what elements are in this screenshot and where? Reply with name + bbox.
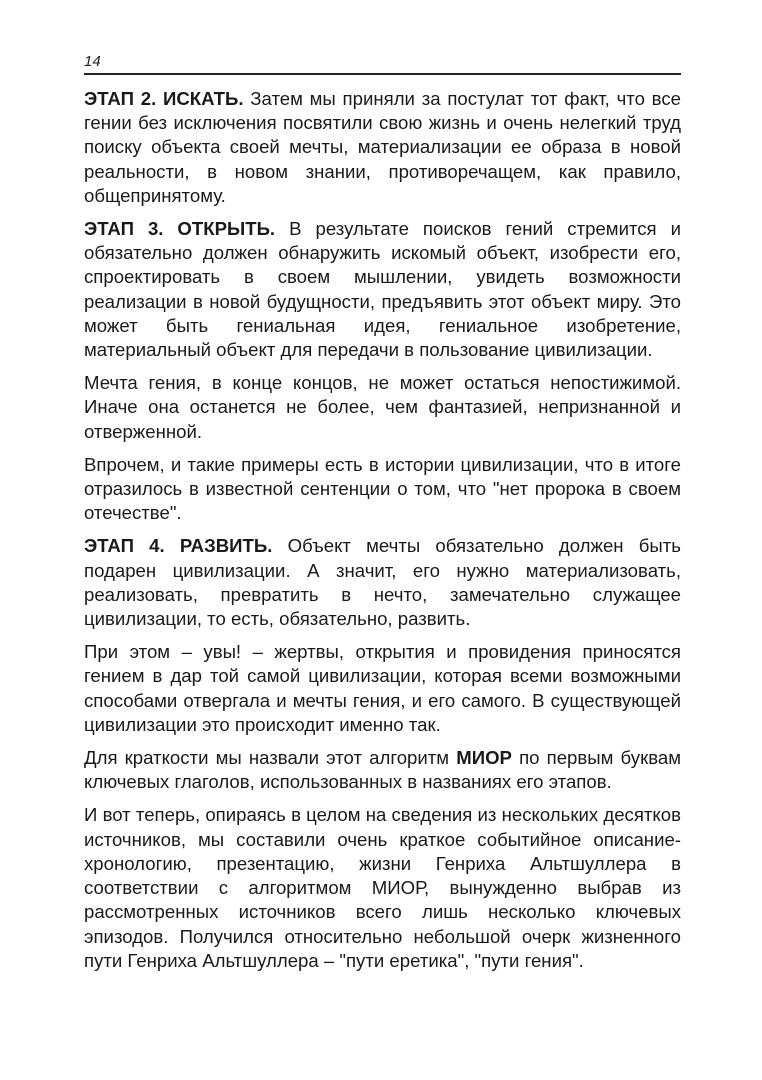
mior-text-before: Для краткости мы назвали этот алгоритм bbox=[84, 747, 450, 769]
sacrifice-text: При этом – увы! – жертвы, открытия и провидения приносятся гением в дар той самой цивилизации, которая всеми возможными способами отвергала и мечты гения, и его самого. В существующей цивилизации это происходит именно так. bbox=[84, 641, 681, 735]
header-rule bbox=[84, 73, 681, 75]
stage-3-text: В результате поисков гений стремится и обязательно должен обнаружить искомый объект, изобрести его, спроектировать в своем мышлении, увидеть возможности реализации в новой будущности, предъявить этот объект миру. Это может быть гениальная идея, гениальное изобретение, материальный объект для передачи в пользование цивилизации. bbox=[84, 218, 681, 361]
page-number: 14 bbox=[84, 53, 101, 70]
mior-acronym: МИОР bbox=[456, 747, 512, 769]
stage-2-text: Затем мы приняли за постулат тот факт, что все гении без исключения посвятили свою жизнь и очень нелегкий труд поиску объекта своей мечты, материализации ее образа в новой реальности, в новом знании, противоречащем, как правило, общепринятому. bbox=[84, 88, 681, 206]
paragraph-dream bbox=[84, 371, 681, 444]
paragraph-mior bbox=[84, 746, 681, 794]
chronology-text: И вот теперь, опираясь в целом на сведения из нескольких десятков источников, мы составили очень краткое событийное описание-хронологию, презентацию, жизни Генриха Альтшуллера в соответствии с алгоритмом МИОР, вынужденно выбрав из рассмотренных источников всего лишь несколько ключевых эпизодов. Получился относительно небольшой очерк жизненного пути Генриха Альтшуллера – "пути еретика", "пути гения". bbox=[84, 804, 681, 971]
paragraph-stage-3 bbox=[84, 217, 681, 362]
mior-text-after: по первым буквам ключевых глаголов, использованных в названиях его этапов. bbox=[84, 747, 681, 793]
paragraph-examples bbox=[84, 453, 681, 526]
paragraph-sacrifice bbox=[84, 640, 681, 737]
paragraph-chronology bbox=[84, 803, 681, 972]
paragraph-stage-4 bbox=[84, 534, 681, 631]
stage-4-heading: ЭТАП 4. РАЗВИТЬ. bbox=[84, 535, 273, 557]
page-body bbox=[84, 87, 681, 982]
paragraph-stage-2 bbox=[84, 87, 681, 208]
examples-text: Впрочем, и такие примеры есть в истории цивилизации, что в итоге отразилось в известной сентенции о том, что "нет пророка в своем отечестве". bbox=[84, 453, 681, 524]
stage-3-heading: ЭТАП 3. ОТКРЫТЬ. bbox=[84, 218, 276, 240]
stage-2-heading: ЭТАП 2. ИСКАТЬ. bbox=[84, 88, 244, 109]
stage-4-text: Объект мечты обязательно должен быть подарен цивилизации. А значит, его нужно материализовать, реализовать, превратить в нечто, замечательно служащее цивилизации, то есть, обязательно, развить. bbox=[84, 535, 681, 630]
dream-text: Мечта гения, в конце концов, не может остаться непостижимой. Иначе она останется не более, чем фантазией, непризнанной и отверженной. bbox=[84, 372, 681, 442]
